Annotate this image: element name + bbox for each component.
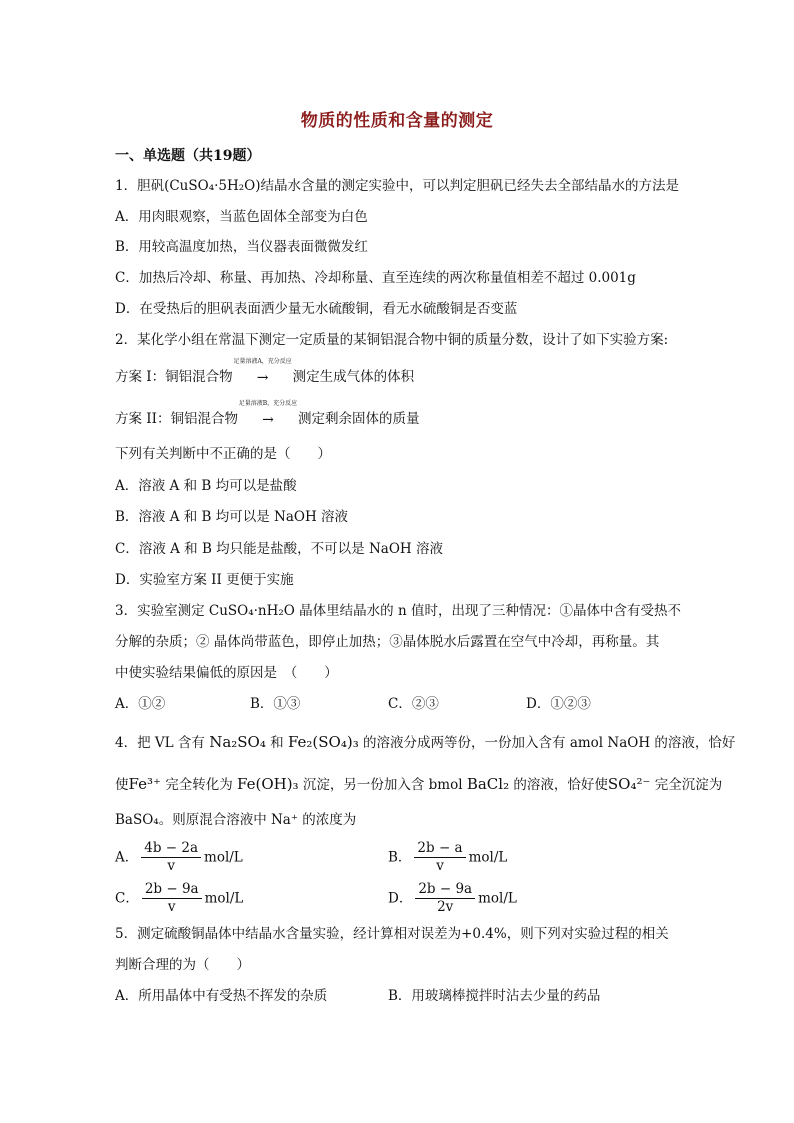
- denominator: 2v: [437, 899, 454, 915]
- plan2-suffix: 测定剩余固体的质量: [297, 411, 420, 427]
- plan1-suffix: 测定生成气体的体积: [292, 369, 415, 385]
- q2-option-b: B．溶液 A 和 B 均可以是 NaOH 溶液: [115, 509, 349, 525]
- plan1-condition: 足量溶液A，充分反应: [233, 357, 292, 365]
- q2-stem: 2．某化学小组在常温下测定一定质量的某铜铝混合物中铜的质量分数，设计了如下实验方案:: [115, 332, 669, 348]
- numerator: 4b − 2a: [141, 840, 201, 858]
- q4-option-d: [388, 881, 517, 916]
- q1-option-a: A．用肉眼观察，当蓝色固体全部变为白色: [115, 209, 368, 225]
- q4-formula-bacl2: BaCl₂: [466, 775, 510, 793]
- q2-option-c: C．溶液 A 和 B 均只能是盐酸，不可以是 NaOH 溶液: [115, 541, 443, 557]
- q2-plan-2: [115, 399, 420, 430]
- q3-line-3: 中使实验结果偏低的原因是 （ ）: [115, 665, 338, 681]
- option-label: D．: [388, 890, 413, 907]
- q4-formula-na2so4: Na₂SO₄: [209, 733, 266, 751]
- numerator: 2b − 9a: [415, 881, 475, 899]
- q1-option-d: D．在受热后的胆矾表面洒少量无水硫酸铜，看无水硫酸铜是否变蓝: [115, 301, 518, 317]
- q4-formula-fe3: Fe³⁺: [128, 775, 161, 793]
- q2-option-a: A．溶液 A 和 B 均可以是盐酸: [115, 478, 297, 494]
- q4-line-1: [115, 732, 735, 753]
- q4-text: 完全沉淀为: [650, 777, 723, 793]
- q5-line-2: 判断合理的为（ ）: [115, 957, 250, 973]
- q4-line-2: [115, 774, 722, 795]
- unit: mol/L: [468, 849, 508, 866]
- option-label: B．: [388, 849, 412, 866]
- q4-formula-fe2so43: Fe₂(SO₄)₃: [287, 733, 359, 751]
- q1-option-c: C．加热后冷却、称量、再加热、冷却称量、直至连续的两次称量值相差不超过 0.001g: [115, 270, 636, 286]
- q4-text: 使: [115, 777, 129, 793]
- q4-line-3: BaSO₄。则原混合溶液中 Na⁺ 的浓度为: [115, 812, 357, 828]
- numerator: 2b − a: [414, 840, 465, 858]
- fraction: [141, 840, 201, 875]
- unit: mol/L: [204, 849, 243, 866]
- reaction-arrow-icon: 足量溶液B，充分反应 →: [238, 399, 298, 428]
- q4-text: 的溶液分成两等份，一份加入含有 amol NaOH 的溶液，恰好: [358, 735, 736, 751]
- plan2-condition: 足量溶液B，充分反应: [238, 399, 298, 407]
- q4-formula-so4: SO₄²⁻: [607, 775, 651, 793]
- q3-option-c: C．②③: [388, 696, 439, 712]
- q4-text: 沉淀，另一份加入含 bmol: [298, 777, 467, 793]
- q4-option-a: [115, 840, 243, 875]
- denominator: v: [167, 899, 176, 915]
- denominator: v: [436, 858, 444, 874]
- q1-stem: 1．胆矾(CuSO₄·5H₂O)结晶水含量的测定实验中，可以判定胆矾已经失去全部结晶水的方法是: [115, 178, 680, 194]
- q3-option-b: B．①③: [250, 696, 301, 712]
- fraction: [414, 840, 465, 875]
- q3-option-a: A．①②: [115, 696, 166, 712]
- q5-option-b: B．用玻璃棒搅拌时沾去少量的药品: [388, 988, 601, 1004]
- reaction-arrow-icon: 足量溶液A，充分反应 →: [233, 357, 292, 386]
- q1-option-b: B．用较高温度加热，当仪器表面微微发红: [115, 239, 368, 255]
- q3-option-d: D．①②③: [526, 696, 591, 712]
- q2-option-d: D．实验室方案 II 更便于实施: [115, 572, 294, 588]
- unit: mol/L: [478, 890, 517, 907]
- fraction: [142, 881, 202, 916]
- plan2-prefix: 方案 II：铜铝混合物: [115, 411, 238, 427]
- option-label: C．: [115, 890, 139, 907]
- document-title: 物质的性质和含量的测定: [300, 111, 494, 131]
- q4-formula-feoh3: Fe(OH)₃: [237, 775, 299, 793]
- q5-line-1: 5．测定硫酸铜晶体中结晶水含量实验，经计算相对误差为+0.4%，则下列对实验过程的相关: [115, 926, 669, 942]
- q3-line-1: 3．实验室测定 CuSO₄·nH₂O 晶体里结晶水的 n 值时，出现了三种情况：①晶体中含有受热不: [115, 603, 681, 619]
- q2-plan-1: [115, 357, 415, 388]
- section-heading: 一、单选题（共19题）: [115, 148, 261, 164]
- numerator: 2b − 9a: [142, 881, 202, 899]
- q5-option-a: A．所用晶体中有受热不挥发的杂质: [115, 988, 328, 1004]
- q4-text: 的溶液，恰好使: [509, 777, 608, 793]
- q4-text: 完全转化为: [160, 777, 237, 793]
- denominator: v: [167, 858, 175, 874]
- q4-text: 和: [265, 735, 288, 751]
- q4-text: 4．把 VL 含有: [115, 735, 210, 751]
- unit: mol/L: [204, 890, 244, 907]
- option-label: A．: [115, 849, 139, 866]
- q4-option-c: [115, 881, 243, 916]
- q3-line-2: 分解的杂质；② 晶体尚带蓝色，即停止加热；③晶体脱水后露置在空气中冷却，再称量。其: [115, 634, 660, 650]
- plan1-prefix: 方案 I：铜铝混合物: [115, 369, 233, 385]
- q2-ask: 下列有关判断中不正确的是（ ）: [115, 446, 331, 462]
- q4-option-b: [388, 840, 507, 875]
- fraction: [415, 881, 475, 916]
